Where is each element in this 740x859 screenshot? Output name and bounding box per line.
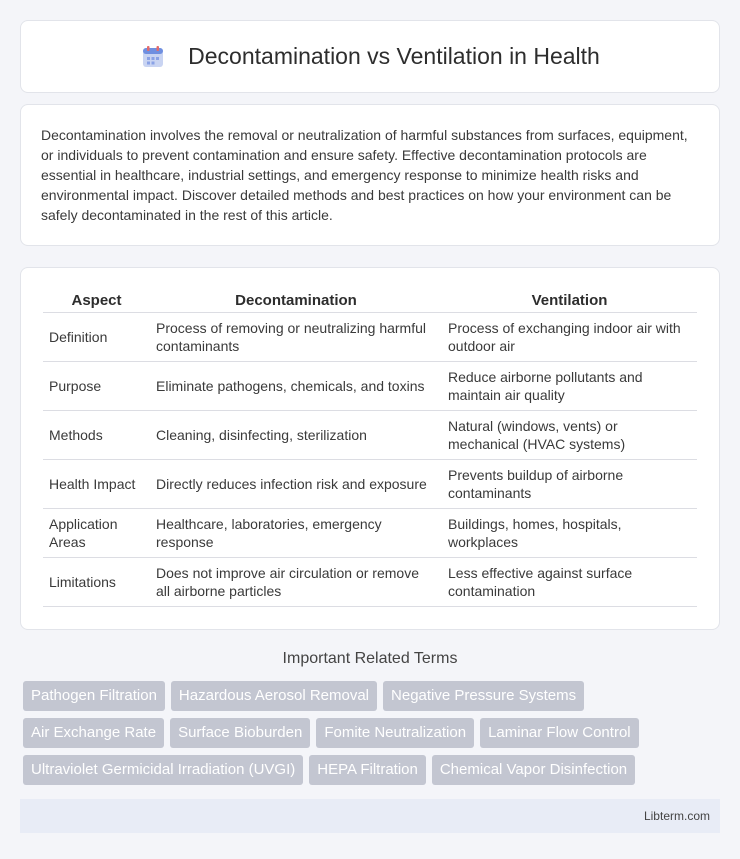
table-row: [43, 362, 697, 411]
related-terms-section: [20, 650, 720, 785]
row-decontamination: Directly reduces infection risk and exposure: [150, 460, 442, 509]
related-term-tag[interactable]: Pathogen Filtration: [23, 681, 165, 711]
header-decontamination: Decontamination: [150, 290, 442, 313]
related-term-tag[interactable]: Chemical Vapor Disinfection: [432, 755, 635, 785]
related-term-tag[interactable]: Ultraviolet Germicidal Irradiation (UVGI): [23, 755, 303, 785]
row-ventilation: Less effective against surface contamination: [442, 558, 697, 607]
row-decontamination: Cleaning, disinfecting, sterilization: [150, 411, 442, 460]
row-decontamination: Process of removing or neutralizing harmful contaminants: [150, 313, 442, 362]
footer: [20, 799, 720, 833]
related-terms-title: Important Related Terms: [282, 650, 458, 667]
page-title: Decontamination vs Ventilation in Health: [188, 43, 600, 69]
related-term-tag[interactable]: Hazardous Aerosol Removal: [171, 681, 377, 711]
table-header-row: [43, 290, 697, 313]
row-decontamination: Eliminate pathogens, chemicals, and toxins: [150, 362, 442, 411]
table-row: [43, 460, 697, 509]
row-decontamination: Healthcare, laboratories, emergency response: [150, 509, 442, 558]
row-ventilation: Process of exchanging indoor air with outdoor air: [442, 313, 697, 362]
intro-card: [20, 104, 720, 246]
row-aspect: Application Areas: [43, 509, 150, 558]
header-ventilation: Ventilation: [442, 290, 697, 313]
comparison-table: [43, 290, 697, 607]
footer-site-link[interactable]: Libterm.com: [643, 809, 710, 823]
title-card: [20, 20, 720, 93]
row-ventilation: Buildings, homes, hospitals, workplaces: [442, 509, 697, 558]
row-ventilation: Prevents buildup of airborne contaminants: [442, 460, 697, 509]
row-aspect: Definition: [43, 313, 150, 362]
table-row: [43, 509, 697, 558]
table-row: [43, 558, 697, 607]
related-terms-tags: [20, 681, 720, 785]
row-decontamination: Does not improve air circulation or remove all airborne particles: [150, 558, 442, 607]
related-term-tag[interactable]: Air Exchange Rate: [23, 718, 164, 748]
row-aspect: Purpose: [43, 362, 150, 411]
related-term-tag[interactable]: Fomite Neutralization: [316, 718, 474, 748]
related-term-tag[interactable]: HEPA Filtration: [309, 755, 426, 785]
comparison-table-card: [20, 267, 720, 630]
calendar-icon: [140, 44, 166, 70]
row-aspect: Methods: [43, 411, 150, 460]
table-row: [43, 313, 697, 362]
intro-text: Decontamination involves the removal or neutralization of harmful substances from surfaces, equipment, or individuals to prevent contamination and ensure safety. Effective decontamination protocols are essential in healthcare, industrial settings, and emergency response to minimize health risks and environmental impact. Discover detailed methods and best practices on how your environment can be safely decontaminated in the rest of this article.: [41, 127, 688, 223]
related-term-tag[interactable]: Laminar Flow Control: [480, 718, 639, 748]
table-row: [43, 411, 697, 460]
row-ventilation: Reduce airborne pollutants and maintain air quality: [442, 362, 697, 411]
header-aspect: Aspect: [43, 290, 150, 313]
related-term-tag[interactable]: Negative Pressure Systems: [383, 681, 584, 711]
row-aspect: Limitations: [43, 558, 150, 607]
row-ventilation: Natural (windows, vents) or mechanical (HVAC systems): [442, 411, 697, 460]
related-term-tag[interactable]: Surface Bioburden: [170, 718, 310, 748]
row-aspect: Health Impact: [43, 460, 150, 509]
